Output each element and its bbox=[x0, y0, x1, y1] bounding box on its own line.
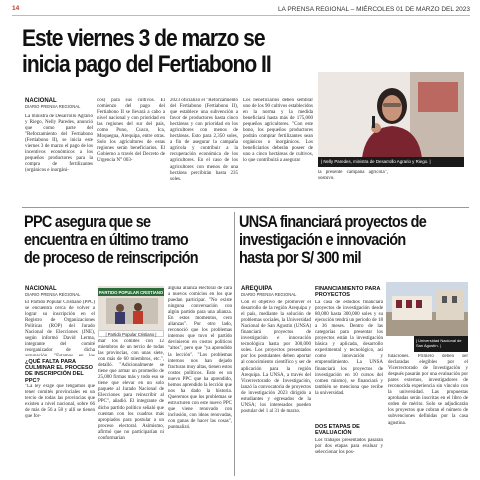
article2-col3-text: alguna alianza electoral de cara a nuevos comicios en los que puedan participar. "No existe ninguna conversación con algún partido para una alianza. En estos momentos, cero alianzas". Por otro lado, reconoció que los problemas internos que tuvo el partido devinieron en costos políticos "altos", pero que "ya aprendido la lección". "Los problemas internos nos han dejado fracturas muy altas, tienen estos costos políticos. Esto es un nuevo PPC que ha aprendido, hemos aprendido la lección que nos ha dado la historia. Queremos que los problemas se estructuren con este nuevo PPC que viene renovado con inclusión, con ideas renovadas, con ganas de hacer las cosas", puntualizó. bbox=[168, 286, 232, 431]
column-divider bbox=[234, 212, 235, 476]
article1-col3-text: 2023 oficializó el "Reforzamiento del Fertiabono (Fertiabono II), que establece una subvención a favor de productores hasta cinco hectáreas y con prioridad en los agricultores con menos de hectáreas. Esto para 2,350 soles, a fin de asegurar la campaña agrícola y contribuir a la recuperación económica de los agricultores. En el caso de los agricultores con menos de una hectárea percibirán hasta 235 soles. bbox=[170, 98, 238, 182]
article2-column-3 bbox=[168, 286, 232, 473]
article3-col1-text: Con el objetivo de promover el desarrollo de la región Arequipa y el país, mediante la solución de problemas sociales, la Universidad Nacional de San Agustín (UNSA) financiará proyectos de investigación e innovación tecnológica hasta por 300,000 soles. Los proyectos presentados por los postulantes deben aportar al conocimiento científico y ser de aplicación para la región Arequipa. La UNSA, a través del Vicerrectorado de Investigación, lanzó la convocatoria de proyectos de investigación 2023 dirigido a estudiantes y egresados de la UNSA; los interesados pueden postular del 1 al 31 de marzo. bbox=[241, 300, 311, 414]
source-label: DIARIO PRENSA REGIONAL bbox=[25, 104, 81, 109]
headline-fertiabono: Este viernes 3 de marzo se inicia pago del Fertiabono II bbox=[22, 25, 271, 78]
photo-caption-ppc: | Partido Popular Cristiano | bbox=[98, 330, 164, 337]
article2-column-2 bbox=[98, 339, 164, 473]
photo-minister bbox=[318, 72, 464, 158]
article2-col1-text: El Partido Popular Cristiano (PPC) se encuentra cerca de volver a lograr su inscripción en el Registro de Organizaciones Políticas (ROP) del Jurado Nacional de Elecciones (JNE), según informó David Lerma, integrante del comité reorganizador de dicha bbox=[25, 300, 95, 354]
section-label: AREQUIPA bbox=[241, 286, 273, 292]
article2-col1b-text: "La ley exige que tengamos que tener comités provinciales en un tercio de todas las provincias que existen a nivel nacional, sobre 66 de más de 56 a 58 y allí se tienen que for- bbox=[25, 384, 95, 420]
article1-column-4 bbox=[243, 98, 313, 206]
minister-photo-illustration bbox=[318, 72, 464, 158]
article3-col3-text: tulaciones. Primero deben ser declaradas elegibles por el Vicerrectorado de Investigación y después pasarán por una evaluación por pares externos, investigadores de reconocida experiencia sin vínculo con la universidad. Las propuestas aprobadas serán inscritas en el libro de orden de mérito. Solo se adjudicarán los proyectos que cobran el número de subvenciones definidas por la casa agustina. bbox=[388, 354, 468, 426]
photo-caption-unsa: | Universidad Nacional de San Agustín. | bbox=[414, 336, 468, 352]
article3-subhead-2: DOS ETAPAS DE EVALUACIÓN bbox=[315, 424, 360, 437]
article3-column-2b bbox=[315, 438, 383, 472]
article1-column-2 bbox=[97, 98, 165, 206]
separator bbox=[22, 207, 469, 208]
article3-column-2 bbox=[315, 300, 383, 422]
section-label: NACIONAL bbox=[25, 98, 57, 104]
photo-unsa bbox=[386, 282, 468, 336]
article1-column-3 bbox=[170, 98, 238, 206]
article2-col2-text: mar los comités con 12 miembros de un tercio de todas las provincias, con unas siete, con más de 60 miembros, etc.", detalló. "Adicionalmente se tiene que armar un promedio de 25,000 firmas más y todo eso se tiene que elevar en un solo paquete al Jurado Nacional de Elecciones para reinscribir al PPC", añadió. El integrante de dicho partido político señaló que cuentan con los cuadros más apropiados para postular a un proceso electoral. Asimismo, afirmó que no participarían ni conformarían bbox=[98, 339, 164, 441]
ppc-photo-illustration bbox=[98, 286, 164, 330]
article3-column-3 bbox=[388, 354, 468, 472]
article2-byline bbox=[25, 286, 95, 297]
article3-subhead-1: FINANCIAMIENTO PARA PROYECTOS bbox=[315, 286, 381, 299]
article1-column-1 bbox=[25, 114, 93, 206]
section-label: NACIONAL bbox=[25, 286, 57, 292]
unsa-photo-illustration bbox=[386, 282, 468, 336]
article1-column-4-tail bbox=[318, 170, 388, 184]
article1-col4-tail-text: la presente campaña agrícola", sostuvo. bbox=[318, 170, 388, 182]
headline-unsa: UNSA financiará proyectos de investigación e innovación hasta por S/ 300 mil bbox=[239, 212, 427, 267]
article1-byline bbox=[25, 98, 93, 109]
article3-column-1 bbox=[241, 300, 311, 472]
page-header bbox=[12, 4, 470, 16]
page-number: 14 bbox=[12, 5, 20, 12]
article2-subhead: ¿QUÉ FALTA PARA CULMINAR EL PROCESO DE INSCRIPCIÓN DEL PPC? bbox=[25, 359, 93, 384]
article1-col1-text: La ministra de Desarrollo Agrario y Riego, Nelly Paredes, anunció que como parte del "Reforzamiento del Fertiabono (Fertiabono II), se inicia este viernes 3 de marzo el pago de los incentivos económicos a los pequeños productores para la compra de fertilizantes (orgánicos e inorgáni- bbox=[25, 114, 93, 174]
article3-col2-text: La casa de estudios financiará proyectos de investigación desde 80,000 hasta 300,000 soles y su ejecución tendrá un periodo de 18 a 36 meses. Dentro de las categorías para presentar los proyectos están la investigación básica y aplicada, desarrollo experimental y tecnológico, así como innovación y emprendimiento. La UNSA financiará los proyectos de investigación en 10 cursos del comen mismo), se financiará y también se menciona que recibe la universidad. bbox=[315, 300, 383, 396]
article3-col2b-text: Los trabajos presentados pasarán por dos etapas para evaluar y seleccionar los pos- bbox=[315, 438, 383, 456]
article2-column-1 bbox=[25, 300, 95, 356]
masthead: LA PRENSA REGIONAL – MIÉRCOLES 01 DE MARZO DEL 2023 bbox=[277, 6, 470, 13]
article2-column-1b bbox=[25, 384, 95, 472]
source-label: DIARIO PRENSA REGIONAL bbox=[25, 292, 81, 297]
source-label: DIARIO PRENSA REGIONAL bbox=[241, 292, 297, 297]
article1-col2-text: cos) para sus cultivos. El comienzo del pago del Fertiabono II se llevará a cabo a nivel nacional y con prioridad en las regiones del sur del país, como Puno, Cusco, Ica, Moquegua, Arequipa, entre otras. Solo los agricultores de estas regiones serán beneficiarios. El Gobierno a través del Decreto de Urgencia N° 003- bbox=[97, 98, 165, 164]
ppc-sign-text: PARTIDO POPULAR CRISTIANO bbox=[98, 290, 164, 295]
article1-col4-text: Los beneficiarios deben sembrar uno de los 90 cultivos establecidos en la norma y la medida beneficiará hasta más de 175,000 pequeños agricultores. "Con este bono, los pequeños productores podrán comprar fertilizantes sean orgánicos o inorgánicos. Los beneficiarios deberán poseer de uno a cinco hectáreas de cultivos, lo que contribuirá a asegurar bbox=[243, 98, 313, 164]
headline-ppc: PPC asegura que se encuentra en último tramo de proceso de reinscripción bbox=[24, 212, 198, 267]
article3-byline bbox=[241, 286, 311, 297]
photo-ppc bbox=[98, 286, 164, 330]
photo-caption-minister: | Nelly Paredes, ministra de Desarrollo Agrario y Riego. | bbox=[318, 157, 464, 167]
